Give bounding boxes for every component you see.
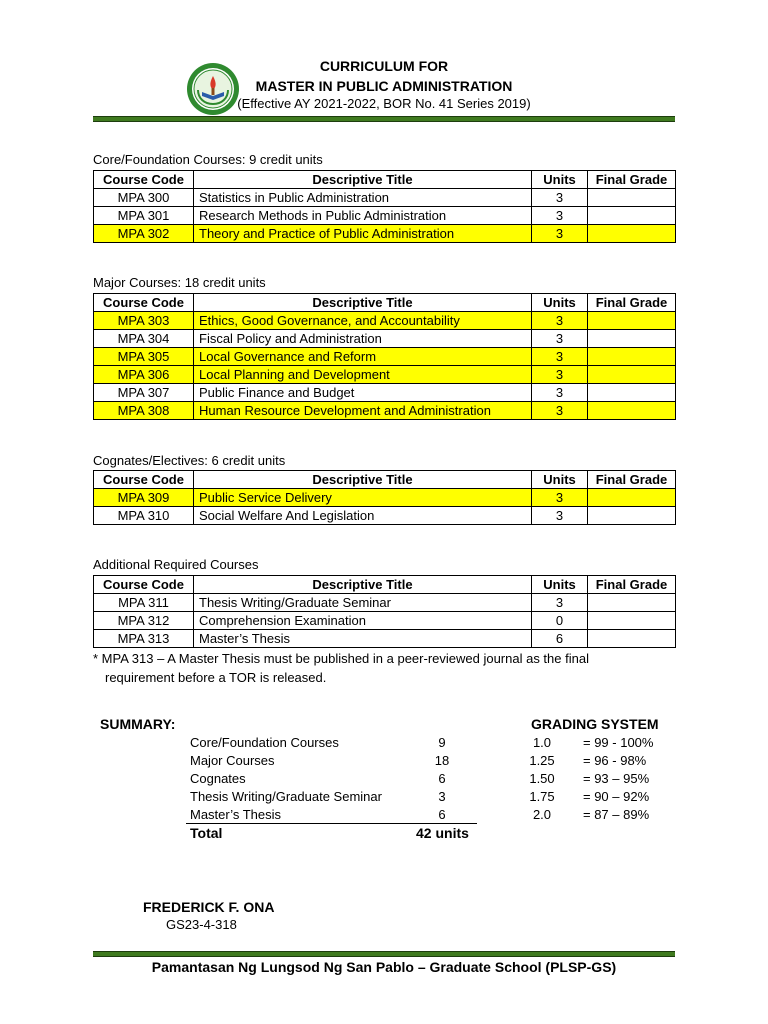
final-grade-cell[interactable] [588, 225, 676, 243]
table-row [94, 630, 676, 648]
table-row [94, 594, 676, 612]
course-units: 3 [532, 207, 588, 225]
header-divider [93, 116, 675, 122]
thesis-note-line-1: * MPA 313 – A Master Thesis must be published in a peer-reviewed journal as the final [93, 651, 589, 666]
final-grade-cell[interactable] [588, 312, 676, 330]
grade-value: 2.0 [532, 807, 552, 822]
course-code: MPA 309 [94, 489, 194, 507]
summary-value: 6 [438, 771, 446, 786]
final-grade-cell[interactable] [588, 384, 676, 402]
grade-range: = 93 – 95% [583, 771, 650, 786]
grading-system-heading: GRADING SYSTEM [531, 716, 659, 732]
final-grade-cell[interactable] [588, 507, 676, 525]
summary-value: 6 [438, 807, 446, 822]
grade-value: 1.75 [529, 789, 555, 804]
course-units: 3 [532, 348, 588, 366]
summary-value: 3 [438, 789, 446, 804]
grade-range: = 87 – 89% [583, 807, 650, 822]
col-header-title: Descriptive Title [194, 294, 532, 312]
col-header-grade: Final Grade [588, 294, 676, 312]
col-header-code: Course Code [94, 294, 194, 312]
course-title: Master’s Thesis [194, 630, 532, 648]
course-units: 3 [532, 402, 588, 420]
summary-total-value: 42 units [416, 825, 469, 841]
course-code: MPA 310 [94, 507, 194, 525]
summary-label: Cognates [190, 771, 246, 786]
course-code: MPA 311 [94, 594, 194, 612]
col-header-grade: Final Grade [588, 576, 676, 594]
table-row [94, 207, 676, 225]
table-row [94, 330, 676, 348]
summary-total-rule [186, 823, 477, 824]
col-header-units: Units [532, 171, 588, 189]
footer-institution: Pamantasan Ng Lungsod Ng San Pablo – Graduate School (PLSP-GS) [151, 959, 617, 975]
course-units: 3 [532, 366, 588, 384]
course-title: Public Finance and Budget [194, 384, 532, 402]
final-grade-cell[interactable] [588, 630, 676, 648]
final-grade-cell[interactable] [588, 612, 676, 630]
course-code: MPA 307 [94, 384, 194, 402]
summary-label: Master’s Thesis [190, 807, 282, 822]
table-row [94, 507, 676, 525]
section-label-major: Major Courses: 18 credit units [93, 275, 266, 290]
col-header-grade: Final Grade [588, 471, 676, 489]
course-title: Thesis Writing/Graduate Seminar [194, 594, 532, 612]
col-header-code: Course Code [94, 171, 194, 189]
final-grade-cell[interactable] [588, 348, 676, 366]
course-code: MPA 312 [94, 612, 194, 630]
subtitle: (Effective AY 2021-2022, BOR No. 41 Series 2019) [237, 96, 531, 111]
summary-heading: SUMMARY: [100, 716, 176, 732]
core-courses-table [93, 170, 676, 243]
thesis-note-line-2: requirement before a TOR is released. [105, 670, 327, 685]
grade-value: 1.0 [532, 735, 552, 750]
col-header-code: Course Code [94, 471, 194, 489]
col-header-title: Descriptive Title [194, 471, 532, 489]
table-row [94, 612, 676, 630]
title-line-2: MASTER IN PUBLIC ADMINISTRATION [255, 78, 513, 94]
course-title: Social Welfare And Legislation [194, 507, 532, 525]
course-title: Local Planning and Development [194, 366, 532, 384]
col-header-title: Descriptive Title [194, 171, 532, 189]
section-label-cognates: Cognates/Electives: 6 credit units [93, 453, 286, 468]
student-id: GS23-4-318 [166, 917, 237, 932]
col-header-units: Units [532, 576, 588, 594]
course-units: 3 [532, 225, 588, 243]
course-code: MPA 308 [94, 402, 194, 420]
section-label-core: Core/Foundation Courses: 9 credit units [93, 152, 323, 167]
grade-range: = 99 - 100% [583, 735, 654, 750]
course-code: MPA 300 [94, 189, 194, 207]
table-row-highlighted [94, 348, 676, 366]
summary-value: 18 [434, 753, 450, 768]
course-title: Theory and Practice of Public Administration [194, 225, 532, 243]
col-header-grade: Final Grade [588, 171, 676, 189]
course-units: 3 [532, 507, 588, 525]
summary-value: 9 [438, 735, 446, 750]
final-grade-cell[interactable] [588, 366, 676, 384]
major-courses-table [93, 293, 676, 420]
final-grade-cell[interactable] [588, 189, 676, 207]
course-code: MPA 304 [94, 330, 194, 348]
grade-range: = 96 - 98% [583, 753, 647, 768]
cognates-table [93, 470, 676, 525]
final-grade-cell[interactable] [588, 594, 676, 612]
course-title: Research Methods in Public Administration [194, 207, 532, 225]
course-code: MPA 301 [94, 207, 194, 225]
table-row [94, 189, 676, 207]
summary-total-label: Total [190, 825, 223, 841]
final-grade-cell[interactable] [588, 402, 676, 420]
col-header-code: Course Code [94, 576, 194, 594]
course-units: 3 [532, 189, 588, 207]
grade-value: 1.25 [529, 753, 555, 768]
col-header-units: Units [532, 294, 588, 312]
additional-courses-table [93, 575, 676, 648]
course-code: MPA 302 [94, 225, 194, 243]
title-line-1: CURRICULUM FOR [319, 58, 449, 74]
table-row-highlighted [94, 489, 676, 507]
summary-label: Major Courses [190, 753, 275, 768]
course-title: Fiscal Policy and Administration [194, 330, 532, 348]
course-title: Statistics in Public Administration [194, 189, 532, 207]
grade-range: = 90 – 92% [583, 789, 650, 804]
final-grade-cell[interactable] [588, 489, 676, 507]
table-row-highlighted [94, 225, 676, 243]
course-code: MPA 303 [94, 312, 194, 330]
course-units: 3 [532, 312, 588, 330]
course-units: 3 [532, 330, 588, 348]
course-units: 3 [532, 489, 588, 507]
col-header-title: Descriptive Title [194, 576, 532, 594]
course-units: 0 [532, 612, 588, 630]
course-title: Comprehension Examination [194, 612, 532, 630]
grade-value: 1.50 [529, 771, 555, 786]
table-row-highlighted [94, 366, 676, 384]
final-grade-cell[interactable] [588, 207, 676, 225]
summary-label: Thesis Writing/Graduate Seminar [190, 789, 382, 804]
course-units: 3 [532, 384, 588, 402]
course-code: MPA 313 [94, 630, 194, 648]
summary-label: Core/Foundation Courses [190, 735, 339, 750]
course-units: 6 [532, 630, 588, 648]
student-name: FREDERICK F. ONA [143, 899, 275, 915]
course-code: MPA 305 [94, 348, 194, 366]
course-title: Public Service Delivery [194, 489, 532, 507]
table-row-highlighted [94, 402, 676, 420]
course-title: Local Governance and Reform [194, 348, 532, 366]
section-label-additional: Additional Required Courses [93, 557, 259, 572]
course-title: Human Resource Development and Administration [194, 402, 532, 420]
footer-divider [93, 951, 675, 957]
course-units: 3 [532, 594, 588, 612]
final-grade-cell[interactable] [588, 330, 676, 348]
table-row [94, 384, 676, 402]
course-code: MPA 306 [94, 366, 194, 384]
table-row-highlighted [94, 312, 676, 330]
course-title: Ethics, Good Governance, and Accountability [194, 312, 532, 330]
col-header-units: Units [532, 471, 588, 489]
